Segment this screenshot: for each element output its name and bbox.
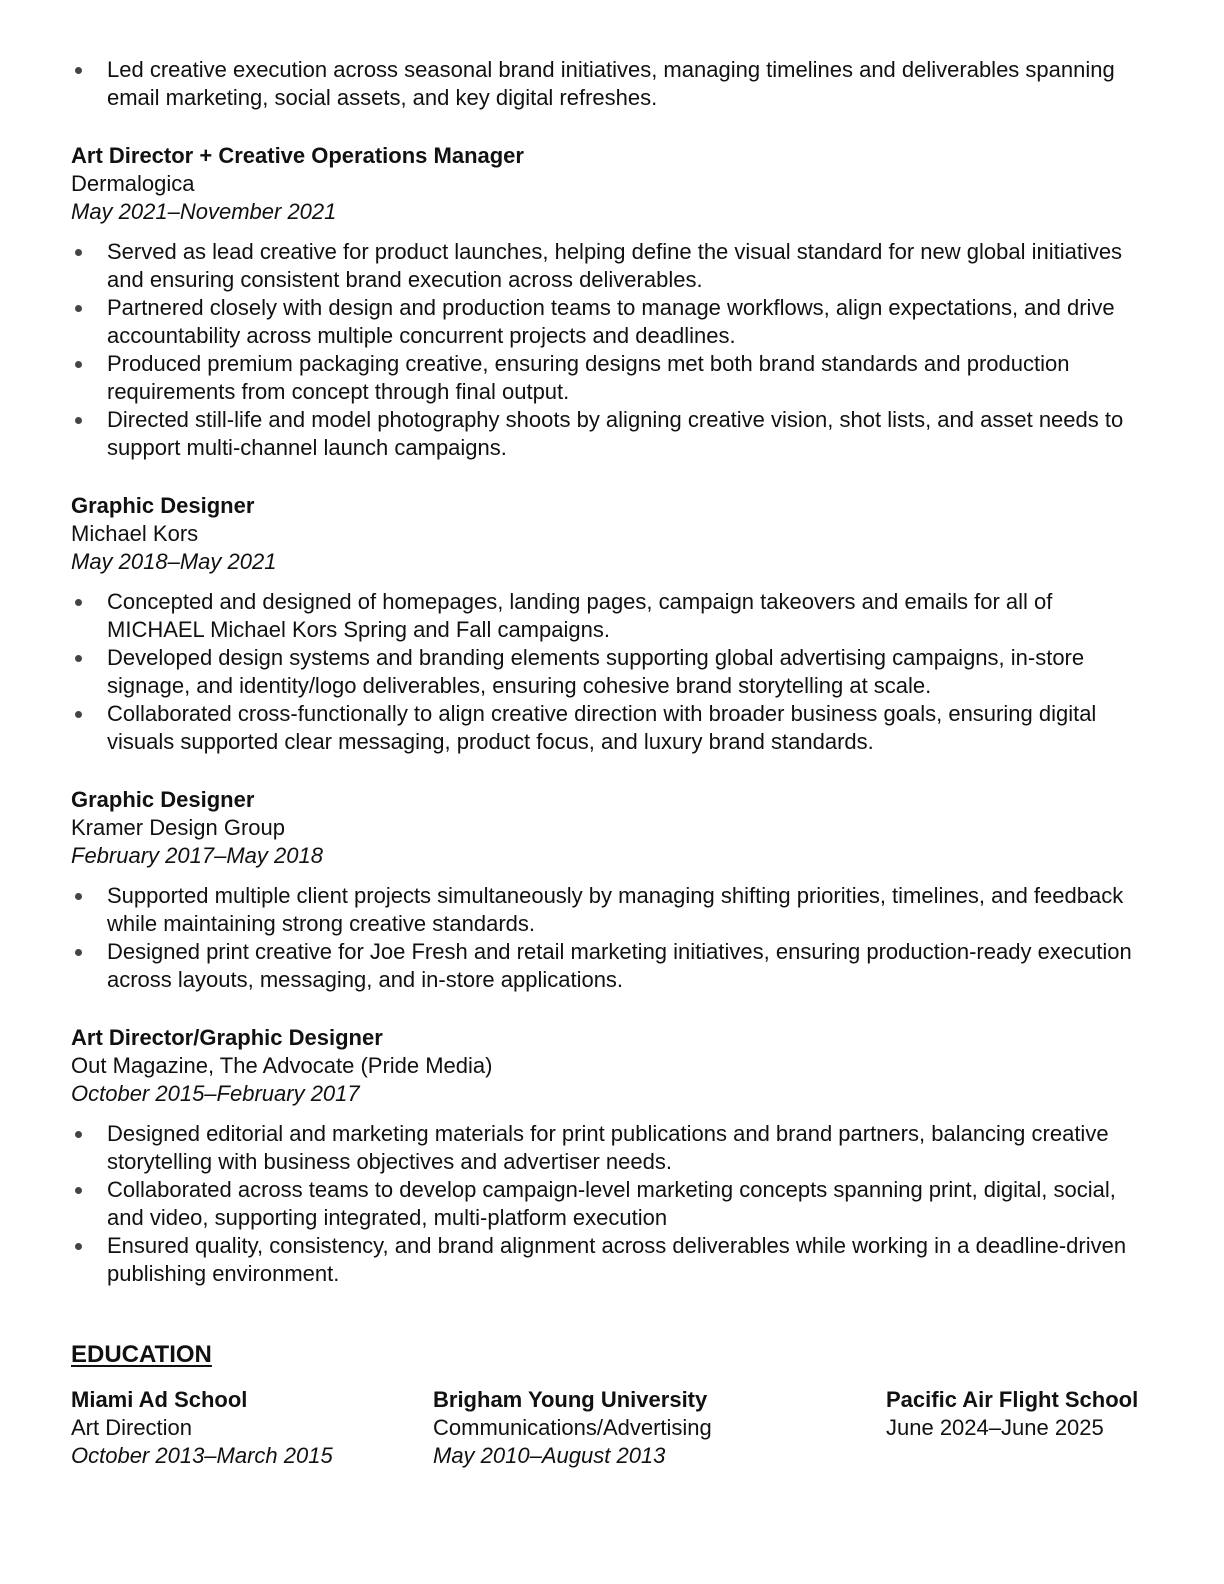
- bullet-item: Directed still-life and model photography shoots by aligning creative vision, shot lists, and asset needs to support multi-channel launch campaigns.: [71, 406, 1151, 462]
- bullet-item: Designed editorial and marketing materials for print publications and brand partners, balancing creative storytelling with business objectives and advertiser needs.: [71, 1120, 1151, 1176]
- job-bullet-list: [71, 1120, 1151, 1288]
- job-title: Art Director + Creative Operations Manager: [71, 143, 524, 168]
- job-entry-michael-kors: [71, 492, 1151, 756]
- job-title: Art Director/Graphic Designer: [71, 1025, 383, 1050]
- company-name: Michael Kors: [71, 521, 199, 546]
- job-dates: October 2015–February 2017: [71, 1081, 360, 1106]
- bullet-item: Produced premium packaging creative, ensuring designs met both brand standards and production requirements from concept through final output.: [71, 350, 1151, 406]
- education-entry-miami-ad-school: [71, 1386, 333, 1470]
- school-name: Miami Ad School: [71, 1387, 248, 1412]
- bullet-item: Collaborated across teams to develop campaign-level marketing concepts spanning print, digital, social, and video, supporting integrated, multi-platform execution: [71, 1176, 1151, 1232]
- bullet-item: Led creative execution across seasonal brand initiatives, managing timelines and deliverables spanning email marketing, social assets, and key digital refreshes.: [71, 56, 1151, 112]
- school-program: Art Direction: [71, 1415, 193, 1440]
- bullet-item: Collaborated cross-functionally to align creative direction with broader business goals, ensuring digital visuals supported clear messaging, product focus, and luxury brand standards.: [71, 700, 1151, 756]
- job-entry-dermalogica: [71, 142, 1151, 462]
- bullet-item: Partnered closely with design and production teams to manage workflows, align expectations, and drive accountability across multiple concurrent projects and deadlines.: [71, 294, 1151, 350]
- company-name: Dermalogica: [71, 171, 195, 196]
- bullet-item: Concepted and designed of homepages, landing pages, campaign takeovers and emails for all of MICHAEL Michael Kors Spring and Fall campaigns.: [71, 588, 1151, 644]
- bullet-item: Served as lead creative for product launches, helping define the visual standard for new global initiatives and ensuring consistent brand execution across deliverables.: [71, 238, 1151, 294]
- school-dates: October 2013–March 2015: [71, 1443, 333, 1468]
- job-bullet-list: [71, 588, 1151, 756]
- company-name: Out Magazine, The Advocate (Pride Media): [71, 1053, 493, 1078]
- job-dates: May 2021–November 2021: [71, 199, 337, 224]
- school-program: June 2024–June 2025: [886, 1415, 1104, 1440]
- education-list: [71, 1386, 1151, 1476]
- company-name: Kramer Design Group: [71, 815, 285, 840]
- school-name: Pacific Air Flight School: [886, 1387, 1139, 1412]
- job-bullet-list: [71, 238, 1151, 462]
- education-entry-byu: [433, 1386, 712, 1470]
- school-name: Brigham Young University: [433, 1387, 708, 1412]
- job-entry-kramer-design-group: [71, 786, 1151, 994]
- school-program: Communications/Advertising: [433, 1415, 712, 1440]
- education-entry-pacific-air-flight-school: [886, 1386, 1138, 1442]
- job-dates: May 2018–May 2021: [71, 549, 277, 574]
- intro-bullet-list: [71, 56, 1151, 112]
- job-title: Graphic Designer: [71, 493, 255, 518]
- job-bullet-list: [71, 882, 1151, 994]
- bullet-item: Developed design systems and branding elements supporting global advertising campaigns, in-store signage, and identity/logo deliverables, ensuring cohesive brand storytelling at scale.: [71, 644, 1151, 700]
- bullet-item: Ensured quality, consistency, and brand alignment across deliverables while working in a deadline-driven publishing environment.: [71, 1232, 1151, 1288]
- job-dates: February 2017–May 2018: [71, 843, 323, 868]
- job-title: Graphic Designer: [71, 787, 255, 812]
- education-heading: EDUCATION: [71, 1341, 212, 1368]
- resume-page: [71, 56, 1151, 1476]
- school-dates: May 2010–August 2013: [433, 1443, 666, 1468]
- bullet-item: Designed print creative for Joe Fresh and retail marketing initiatives, ensuring production-ready execution across layouts, messaging, and in-store applications.: [71, 938, 1151, 994]
- bullet-item: Supported multiple client projects simultaneously by managing shifting priorities, timelines, and feedback while maintaining strong creative standards.: [71, 882, 1151, 938]
- job-entry-pride-media: [71, 1024, 1151, 1288]
